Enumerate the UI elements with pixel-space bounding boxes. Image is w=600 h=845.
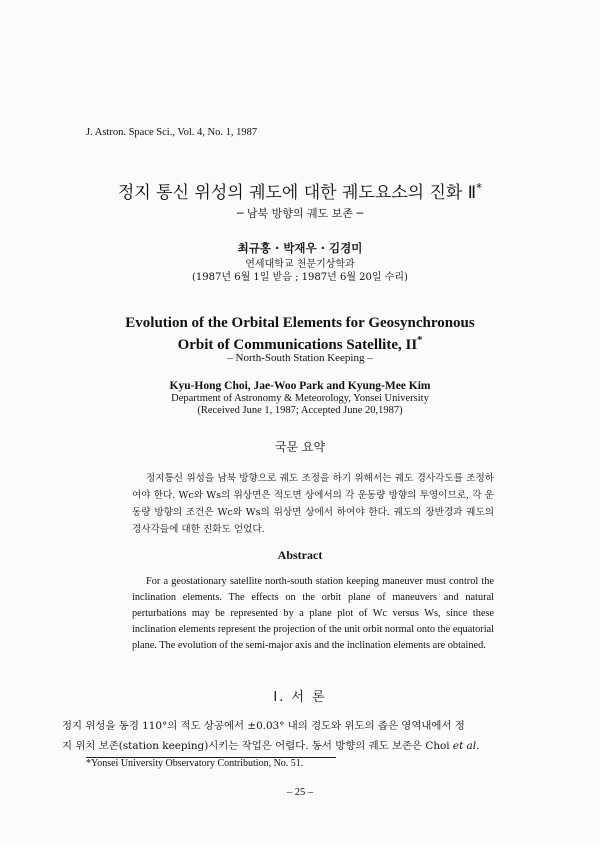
abstract-heading: Abstract xyxy=(277,548,323,562)
korean-title-text: 정지 통신 위성의 궤도에 대한 궤도요소의 진화 Ⅱ xyxy=(117,183,477,203)
journal-citation: J. Astron. Space Sci., Vol. 4, No. 1, 1987 xyxy=(86,127,258,138)
korean-title-footnote-mark: * xyxy=(476,180,483,195)
english-title-line2-text: Orbit of Communications Satellite, II xyxy=(177,337,418,353)
korean-affiliation: 연세대학교 천문기상학과 xyxy=(245,259,355,270)
footnote: *Yonsei University Observatory Contribution, No. 51. xyxy=(86,758,304,769)
body-text-line-1: 정지 위성을 동경 110°의 적도 상공에서 ±0.03° 내의 경도와 위도의 좁은 영역내에서 정 xyxy=(62,720,465,732)
korean-received-dates: (1987년 6월 1일 받음 ; 1987년 6월 20일 수리) xyxy=(192,272,408,283)
korean-abstract-text: 정지통신 위성을 남북 방향으로 궤도 조정을 하기 위해서는 궤도 경사각도를 조정하여야 한다. Wc와 Ws의 위상면은 적도면 상에서의 각 운동량 방향의 투영이므로, 각 운동량 방향의 조건은 Wc와 Ws의 위상면 상에서 하여야 한다. 궤도의 장반경과 궤도의 경사각들에 대한 진화도 얻었다. xyxy=(132,473,494,535)
english-authors: Kyu-Hong Choi, Jae-Woo Park and Kyung-Mee Kim xyxy=(169,380,431,392)
korean-abstract-heading: 국문 요약 xyxy=(274,440,326,454)
korean-title xyxy=(0,178,600,203)
korean-subtitle: ─ 남북 방향의 궤도 보존 ─ xyxy=(236,207,364,220)
abstract-text: For a geostationary satellite north-south station keeping maneuver must control the inclination elements. The effects on the orbit plane of maneuvers and natural perturbations may be represented by a plane plot of Wc versus Ws, since these inclination elements represent the projection of the unit orbit normal onto the equatorial plane. The evolution of the semi-major axis and the inclination elements are obtained. xyxy=(132,576,494,651)
english-subtitle: – North-South Station Keeping – xyxy=(227,352,373,364)
page-number: – 25 – xyxy=(286,787,314,798)
section-heading-introduction: Ⅰ. 서 론 xyxy=(273,690,327,705)
korean-authors: 최규홍 · 박재우 · 김경미 xyxy=(237,241,363,255)
body-text-line-2-main: 지 위치 보존(station keeping)시키는 작업은 어렵다. 동서 방향의 궤도 보존은 Choi xyxy=(62,740,453,752)
english-title-line1: Evolution of the Orbital Elements for Geosynchronous xyxy=(125,315,475,331)
english-received-dates: (Received June 1, 1987; Accepted June 20,1987) xyxy=(197,405,403,416)
english-title-footnote-mark: * xyxy=(417,335,423,346)
english-affiliation: Department of Astronomy & Meteorology, Yonsei University xyxy=(171,393,429,404)
body-text-et-al: et al. xyxy=(452,740,480,752)
body-text-line-2 xyxy=(62,737,532,755)
